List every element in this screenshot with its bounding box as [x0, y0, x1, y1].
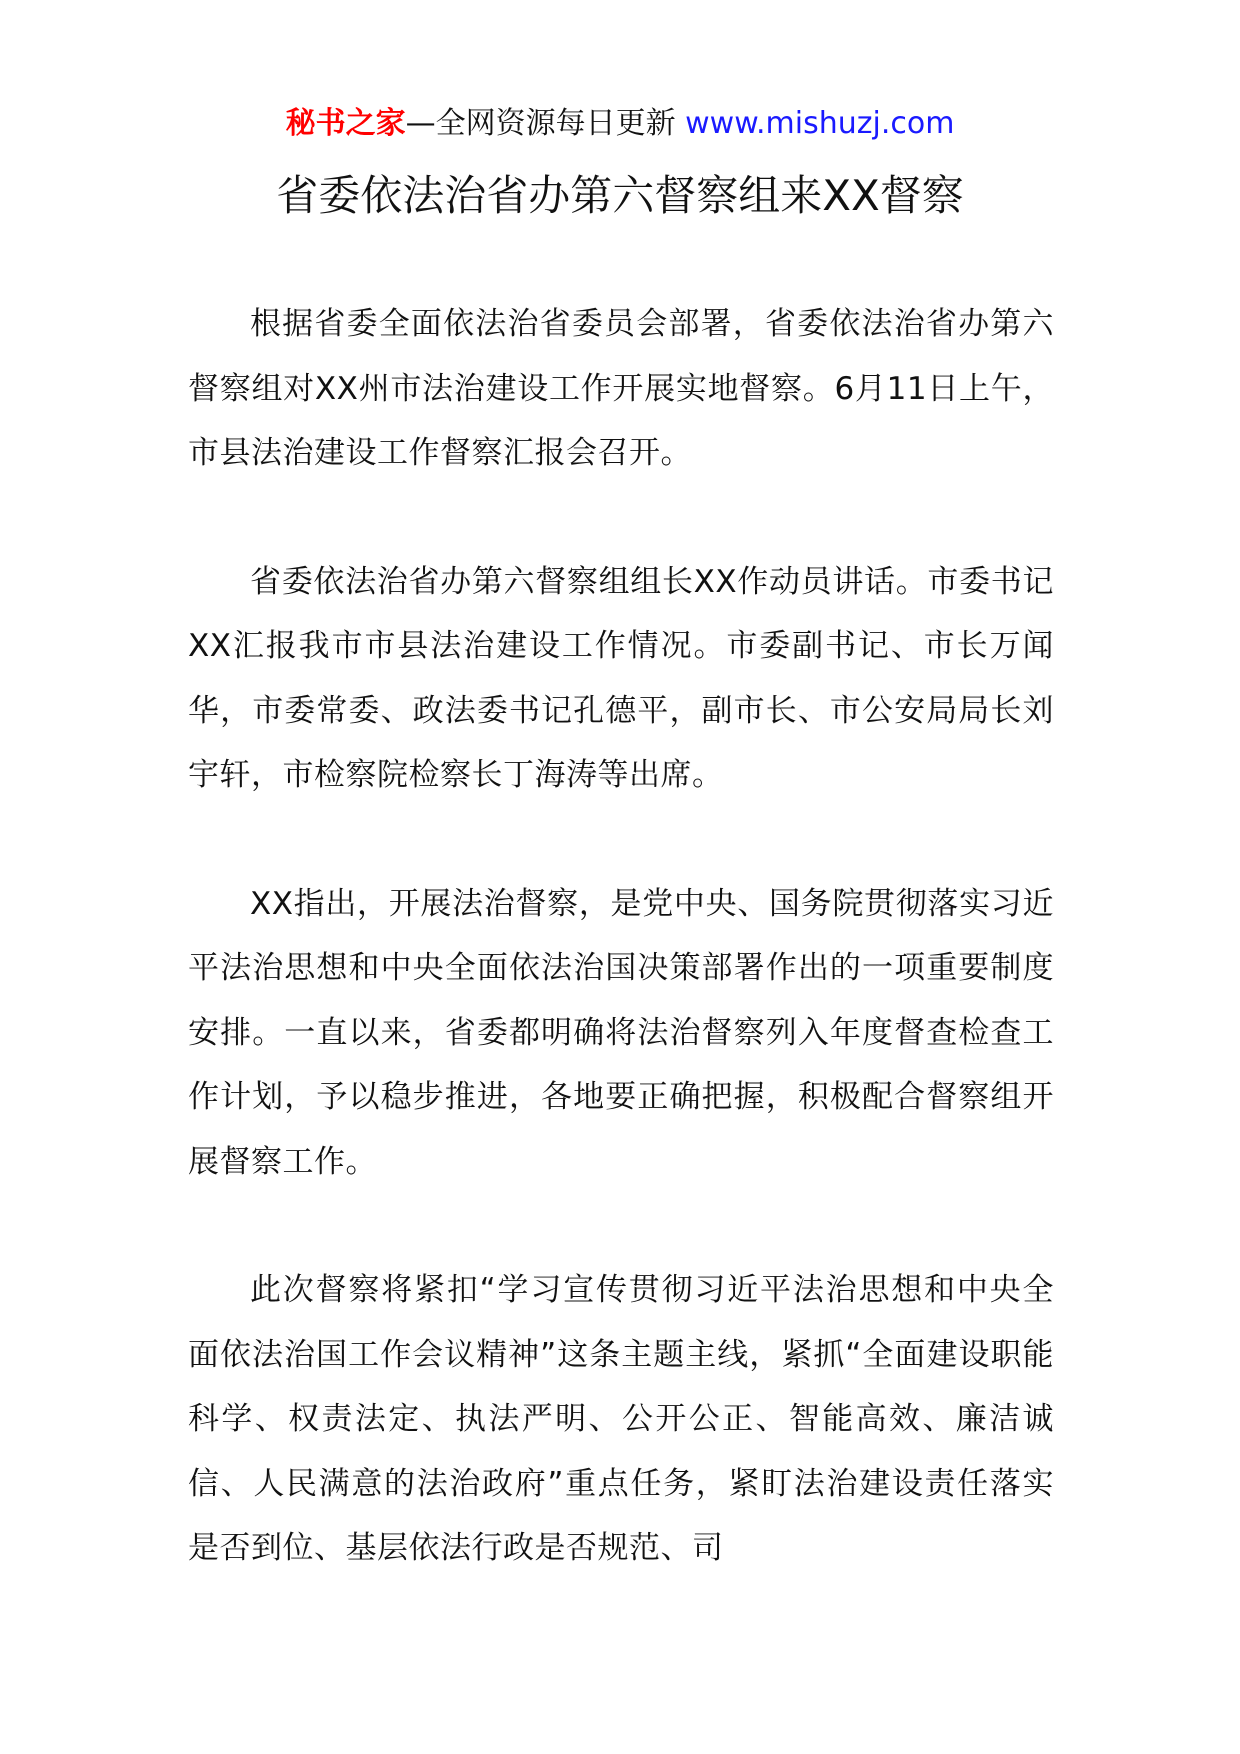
- paragraph-1: 根据省委全面依法治省委员会部署，省委依法治省办第六督察组对XX州市法治建设工作开展实地督察。6月11日上午，市县法治建设工作督察汇报会召开。: [188, 306, 1054, 471]
- document-body: [188, 292, 1054, 1645]
- site-tagline: —全网资源每日更新: [405, 106, 676, 141]
- site-url-link[interactable]: www.mishuzj.com: [685, 106, 955, 141]
- paragraph-2: 省委依法治省办第六督察组组长XX作动员讲话。市委书记XX汇报我市市县法治建设工作情况。市委副书记、市长万闻华，市委常委、政法委书记孔德平，副市长、市公安局局长刘宇轩，市检察院检察长丁海涛等出席。: [188, 563, 1054, 793]
- document-title: 省委依法治省办第六督察组来XX督察: [276, 171, 964, 220]
- site-brand: 秘书之家: [285, 106, 406, 141]
- site-header: [0, 104, 1240, 144]
- paragraph-4: 此次督察将紧扣“学习宣传贯彻习近平法治思想和中央全面依法治国工作会议精神”这条主题主线，紧抓“全面建设职能科学、权责法定、执法严明、公开公正、智能高效、廉洁诚信、人民满意的法治政府”重点任务，紧盯法治建设责任落实是否到位、基层依法行政是否规范、司: [188, 1272, 1054, 1566]
- paragraph-3: XX指出，开展法治督察，是党中央、国务院贯彻落实习近平法治思想和中央全面依法治国决策部署作出的一项重要制度安排。一直以来，省委都明确将法治督察列入年度督查检查工作计划，予以稳步推进，各地要正确把握，积极配合督察组开展督察工作。: [188, 885, 1054, 1180]
